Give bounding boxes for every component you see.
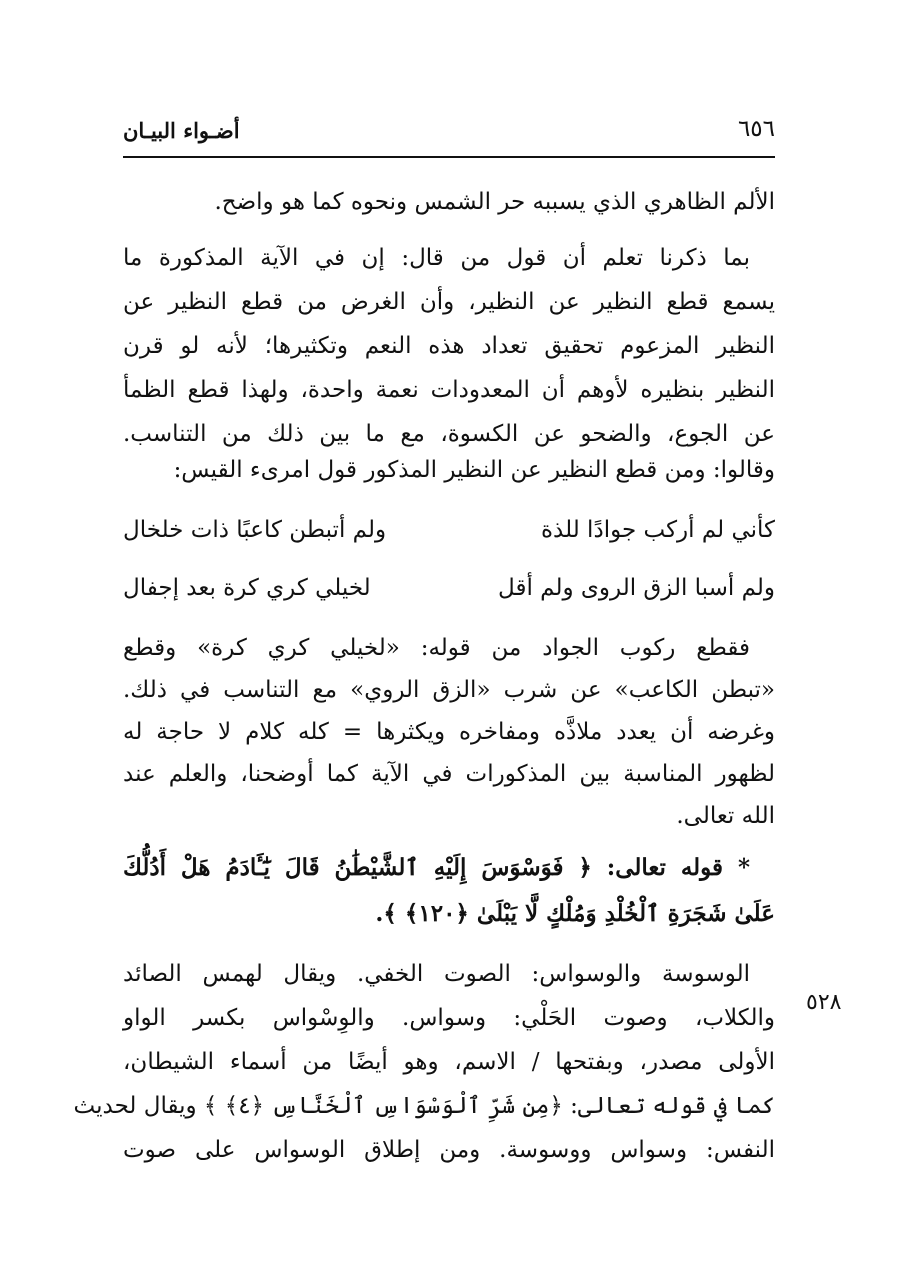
text-line: «تبطن الكاعب» عن شرب «الزق الروي» مع التناسب في ذلك. [123, 677, 775, 703]
text-line: عن الجوع، والضحو عن الكسوة، مع ما بين ذلك من التناسب. [123, 421, 775, 447]
paragraph-first-line: فقطع ركوب الجواد من قوله: «لخيلي كري كرة» وقطع [123, 635, 750, 661]
verse-second-hemistich: ولم أتبطن كاعبًا ذات خلخال [123, 517, 387, 543]
text-line: وغرضه أن يعدد ملاذَّه ومفاخره ويكثرها = كله كلام لا حاجة له [123, 719, 775, 745]
text-line: كما في قوله تعالى: ﴿مِن شَرِّ ٱلْوَسْوَاسِ ٱلْخَنَّاسِ ﴿٤﴾ ﴾ ويقال لحديث [73, 1093, 775, 1119]
text-line: يسمع قطع النظير عن النظير، وأن الغرض من قطع النظير عن [123, 289, 775, 315]
quran-verse-line: عَلَىٰ شَجَرَةِ ٱلْخُلْدِ وَمُلْكٍ لَّا يَبْلَىٰ ﴿١٢٠﴾ ﴾. [375, 900, 775, 927]
page-header [123, 112, 775, 158]
verse-second-hemistich: لخيلي كري كرة بعد إجفال [123, 575, 371, 601]
text-line: وقالوا: ومن قطع النظير عن النظير المذكور قول امرىء القيس: [173, 457, 775, 483]
text-line: لظهور المناسبة بين المذكورات في الآية كما أوضحنا، والعلم عند [123, 761, 775, 787]
page-number: ٦٥٦ [737, 116, 775, 142]
book-title: أضـواء البيـان [123, 118, 240, 143]
text-line: النظير المزعوم تحقيق تعداد هذه النعم وتكثيرها؛ لأنه لو قرن [123, 333, 775, 359]
text-line: الألم الظاهري الذي يسببه حر الشمس ونحوه كما هو واضح. [214, 189, 775, 215]
quran-verse-line: * قوله تعالى: ﴿ فَوَسْوَسَ إِلَيْهِ ٱلشَّيْطَٰنُ قَالَ يَٰٓـَٔادَمُ هَلْ أَدُلُّكَ [123, 854, 750, 881]
text-line: والكلاب، وصوت الحَلْي: وسواس. والوِسْواس بكسر الواو [123, 1005, 775, 1031]
margin-page-number: ٥٢٨ [806, 990, 842, 1015]
paragraph-first-line: الوسوسة والوسواس: الصوت الخفي. ويقال لهمس الصائد [123, 961, 750, 987]
text-line: الله تعالى. [676, 803, 775, 829]
poem-verse [123, 508, 775, 552]
text-line: النفس: وسواس ووسوسة. ومن إطلاق الوسواس على صوت [123, 1137, 775, 1163]
verse-first-hemistich: ولم أسبا الزق الروى ولم أقل [498, 575, 775, 601]
text-line: الأولى مصدر، وبفتحها / الاسم، وهو أيضًا من أسماء الشيطان، [123, 1049, 775, 1075]
verse-first-hemistich: كأني لم أركب جوادًا للذة [541, 517, 775, 543]
poem-verse [123, 566, 775, 610]
paragraph-first-line: بما ذكرنا تعلم أن قول من قال: إن في الآية المذكورة ما [123, 245, 750, 271]
text-line: النظير بنظيره لأوهم أن المعدودات نعمة واحدة، ولهذا قطع الظمأ [123, 377, 775, 403]
